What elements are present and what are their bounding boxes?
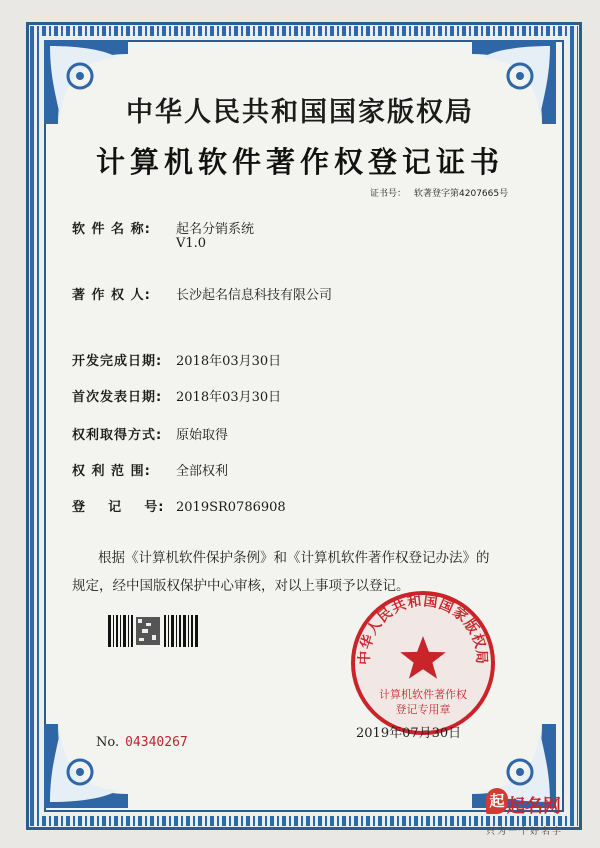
barcode — [108, 613, 200, 649]
field-version: V1.0 — [176, 236, 207, 251]
field-registration-number — [72, 496, 286, 515]
seal-ring-text: 中华人民共和国国家版权局 — [356, 593, 490, 666]
watermark-logo: 起名网 — [507, 796, 561, 817]
field-value: 2019SR0786908 — [176, 500, 286, 515]
field-value: 原始取得 — [176, 428, 229, 443]
statement-line-1: 根据《计算机软件保护条例》和《计算机软件著作权登记办法》的 — [98, 550, 490, 566]
serial-value: 04340267 — [125, 735, 188, 750]
certificate-number-label: 证书号： — [370, 189, 407, 199]
field-label: 权利取得方式: — [72, 428, 163, 443]
corner-ornament-bottom-left — [40, 720, 132, 812]
seal-line-2: 登记专用章 — [395, 703, 451, 716]
serial-label: No. — [96, 735, 120, 750]
field-label: 开发完成日期: — [72, 354, 163, 369]
field-label: 著 作 权 人: — [72, 288, 151, 303]
field-publication-date — [72, 386, 281, 405]
field-copyright-owner — [72, 284, 332, 303]
certificate-number-value: 软著登字第4207665号 — [414, 189, 509, 199]
field-value: 2018年03月30日 — [176, 390, 282, 405]
field-software-name — [72, 218, 255, 251]
field-rights-scope — [72, 460, 228, 479]
field-label: 权 利 范 围: — [72, 464, 151, 479]
field-label: 软 件 名 称: — [72, 222, 151, 237]
field-acquisition-method — [72, 424, 228, 443]
field-value: 2018年03月30日 — [176, 354, 282, 369]
certificate-title: 计算机软件著作权登记证书 — [95, 145, 504, 179]
watermark-badge: 起 — [486, 788, 508, 814]
statement-line-2: 规定，经中国版权保护中心审核，对以上事项予以登记。 — [72, 578, 410, 594]
field-value: 起名分销系统 — [176, 222, 255, 237]
official-seal — [348, 588, 498, 738]
field-value: 长沙起名信息科技有限公司 — [176, 288, 333, 303]
issue-date: 2019年07月30日 — [356, 726, 462, 741]
certificate-number — [370, 186, 508, 199]
watermark-slogan: 只为一个好名字 — [486, 827, 564, 837]
issuer-title: 中华人民共和国国家版权局 — [126, 97, 474, 128]
seal-line-1: 计算机软件著作权 — [379, 688, 467, 701]
field-value: 全部权利 — [176, 464, 229, 479]
field-development-date — [72, 350, 281, 369]
field-label: 登 记 号: — [72, 500, 165, 515]
field-label: 首次发表日期: — [72, 390, 163, 405]
serial-number — [96, 735, 188, 750]
